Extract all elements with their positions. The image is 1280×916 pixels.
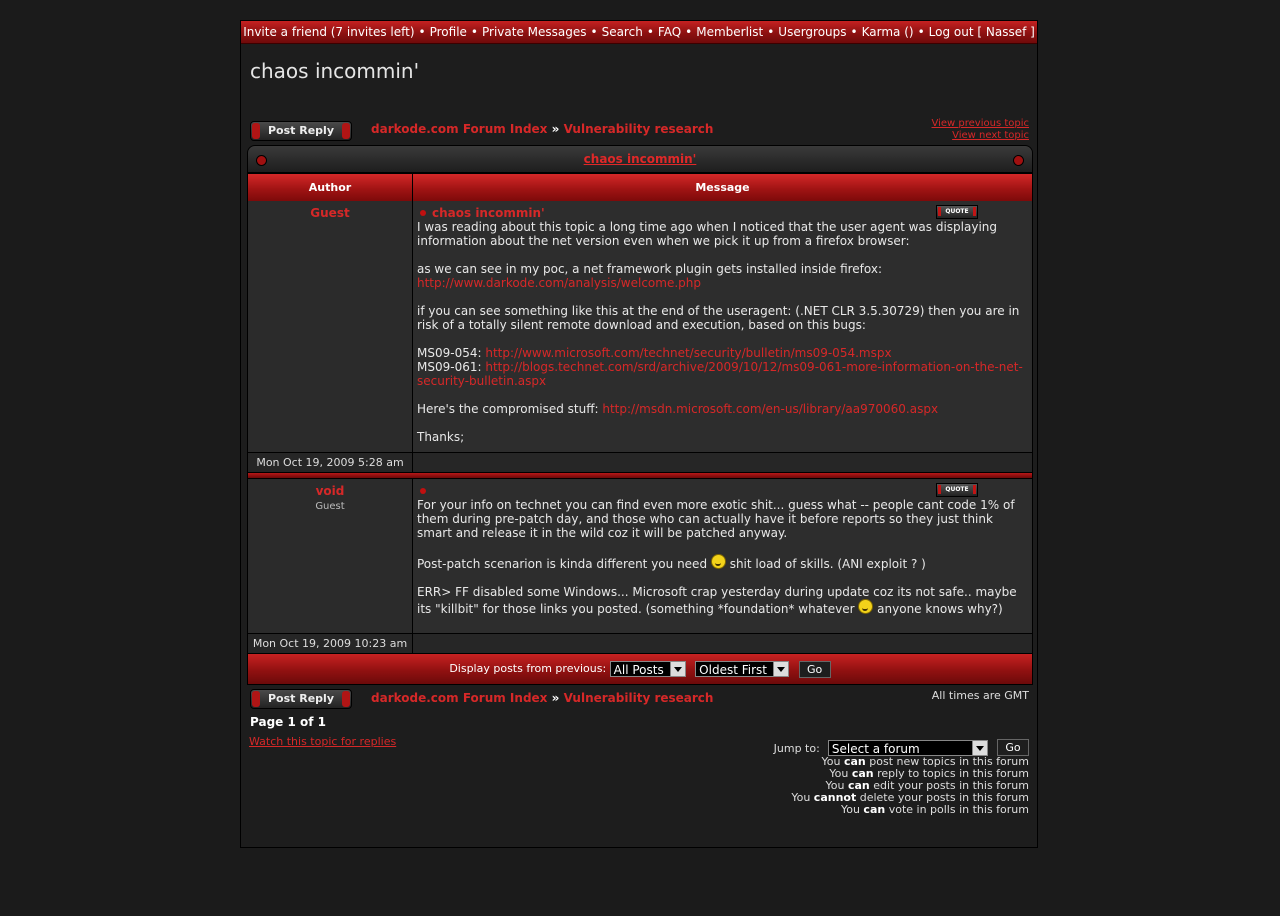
permission-text: edit your posts in this forum [869, 779, 1029, 792]
breadcrumb-bottom [371, 691, 713, 705]
nav-separator: • [646, 25, 654, 39]
jump-forum-value: Select a forum [831, 741, 920, 756]
posts-range-value: All Posts [613, 663, 664, 677]
post-text: Here's the compromised stuff: [417, 402, 603, 416]
nav-logout[interactable]: Log out [ Nassef ] [928, 25, 1035, 39]
post-message-cell [413, 479, 1032, 633]
post-separator [248, 472, 1032, 479]
jump-to-form [774, 737, 1029, 756]
post-date-spacer [413, 453, 1032, 472]
permission-verb: cannot [813, 791, 857, 804]
permission-text: You [840, 803, 864, 816]
topic-title-bar [247, 145, 1033, 173]
post-reply-button[interactable]: Post Reply [250, 121, 352, 141]
forum-page [240, 20, 1038, 848]
nav-separator: • [850, 25, 858, 39]
post-paragraph: For your info on technet you can find even more exotic shit... guess what -- people cant code 1% of them during pre-patch day, and those who can actually have it before reports so they just think smart and release it in the wild coz it will be patched anyway. [417, 498, 1015, 540]
jump-go-button[interactable]: Go [997, 739, 1029, 756]
smiley-happy-icon [858, 599, 873, 614]
breadcrumb-separator: » [551, 122, 560, 136]
view-next-topic-link[interactable]: View next topic [952, 130, 1029, 141]
nav-separator: • [418, 25, 426, 39]
post-date: Mon Oct 19, 2009 5:28 am [248, 453, 413, 472]
display-posts-bar [248, 653, 1032, 684]
post-text: shit load of skills. (ANI exploit ? ) [725, 557, 926, 571]
post-link[interactable]: http://msdn.microsoft.com/en-us/library/aa970060.aspx [602, 402, 939, 416]
post-bullet-icon [420, 488, 426, 494]
permission-verb: can [863, 803, 886, 816]
posts-range-select[interactable] [610, 661, 686, 677]
permissions-list [791, 756, 1029, 816]
chevron-down-icon [670, 662, 685, 676]
post-paragraph [417, 346, 1028, 388]
post-date-spacer [413, 634, 1032, 653]
topic-navigation [931, 118, 1029, 142]
quote-button[interactable]: QUOTE [936, 205, 978, 219]
watch-topic-link[interactable]: Watch this topic for replies [249, 735, 397, 748]
post-author-cell [248, 201, 413, 452]
breadcrumb-separator: » [551, 691, 560, 705]
nav-memberlist[interactable]: Memberlist [696, 25, 764, 39]
post-subject-text: chaos incommin' [432, 206, 545, 220]
page-title: chaos incommin' [250, 59, 420, 83]
post-link[interactable]: http://blogs.technet.com/srd/archive/2009/10/12/ms09-061-more-information-on-the-net-security-bulletin.aspx [417, 360, 1023, 388]
nav-invite-friend[interactable]: Invite a friend (7 invites left) [243, 25, 415, 39]
post-reply-button-bottom[interactable]: Post Reply [250, 689, 352, 709]
breadcrumb-forum-index[interactable]: darkode.com Forum Index [371, 122, 548, 136]
permission-text: reply to topics in this forum [873, 767, 1029, 780]
post-paragraph [417, 262, 1028, 290]
chevron-down-icon [972, 741, 987, 755]
post-paragraph [417, 402, 1028, 416]
permission-text: vote in polls in this forum [885, 803, 1029, 816]
post-text: MS09-061: [417, 360, 486, 374]
post-date-row [248, 633, 1032, 653]
permission-verb: can [843, 755, 866, 768]
post-row [248, 201, 1032, 452]
bar-left-dot-icon [256, 155, 267, 166]
post-message-cell [413, 201, 1032, 452]
post-date: Mon Oct 19, 2009 10:23 am [248, 634, 413, 653]
breadcrumb-forum-index[interactable]: darkode.com Forum Index [371, 691, 548, 705]
post-date-row [248, 452, 1032, 472]
post-body [417, 220, 1028, 444]
bar-right-dot-icon [1013, 155, 1024, 166]
topic-title-link[interactable]: chaos incommin' [583, 152, 697, 166]
breadcrumb-forum[interactable]: Vulnerability research [563, 691, 714, 705]
post-text: as we can see in my poc, a net framework plugin gets installed inside firefox: [417, 262, 883, 276]
permission-text: delete your posts in this forum [856, 791, 1029, 804]
post-paragraph [417, 585, 1028, 616]
smiley-grin-icon [711, 554, 726, 569]
author-column-header: Author [248, 174, 413, 201]
jump-forum-select[interactable] [828, 740, 988, 756]
breadcrumb-forum[interactable]: Vulnerability research [563, 122, 714, 136]
nav-private-messages[interactable]: Private Messages [482, 25, 587, 39]
permission-verb: can [851, 767, 874, 780]
jump-to-label: Jump to: [773, 742, 820, 755]
nav-separator: • [590, 25, 598, 39]
permission-line [791, 804, 1029, 816]
display-posts-label: Display posts from previous: [449, 662, 607, 675]
post-link[interactable]: http://www.microsoft.com/technet/security/bulletin/ms09-054.mspx [485, 346, 892, 360]
post-text: ERR> FF disabled some Windows... Microsoft crap yesterday during update coz its not safe.. maybe its "killbit" for those links you posted. (something *foundation* whatever [417, 585, 1017, 616]
post-bullet-icon [420, 210, 426, 216]
nav-separator: • [917, 25, 925, 39]
timezone-note: All times are GMT [931, 689, 1029, 702]
chevron-down-icon [773, 662, 788, 676]
post-paragraph: if you can see something like this at the end of the useragent: (.NET CLR 3.5.30729) then you are in risk of a totally silent remote download and execution, based on this bugs: [417, 304, 1020, 332]
nav-usergroups[interactable]: Usergroups [778, 25, 847, 39]
top-navigation [241, 21, 1037, 44]
display-go-button[interactable]: Go [799, 661, 831, 678]
permission-text: You [829, 767, 852, 780]
nav-search[interactable]: Search [601, 25, 643, 39]
post-link[interactable]: http://www.darkode.com/analysis/welcome.php [417, 276, 701, 290]
post-author-name: void [315, 484, 345, 498]
permission-text: You [825, 779, 848, 792]
post-author-cell [248, 479, 413, 633]
post-paragraph: I was reading about this topic a long time ago when I noticed that the user agent was displaying information about the net version even when we pick it up from a firefox browser: [417, 220, 998, 248]
post-body [417, 498, 1028, 616]
permission-verb: can [847, 779, 870, 792]
post-author-rank: Guest [315, 501, 345, 512]
posts-table [247, 173, 1033, 685]
table-header [248, 174, 1032, 201]
pagination-info: Page 1 of 1 [250, 715, 326, 729]
post-paragraph [417, 554, 1028, 571]
view-previous-topic-link[interactable]: View previous topic [931, 118, 1029, 129]
post-paragraph: Thanks; [417, 430, 465, 444]
permission-text: You [821, 755, 844, 768]
quote-button[interactable]: QUOTE [936, 483, 978, 497]
post-text: Post-patch scenarion is kinda different you need [417, 557, 711, 571]
post-text: anyone knows why?) [873, 602, 1003, 616]
nav-faq[interactable]: FAQ [657, 25, 682, 39]
permission-text: You [791, 791, 814, 804]
post-row [248, 479, 1032, 633]
nav-separator: • [767, 25, 775, 39]
nav-karma[interactable]: Karma () [861, 25, 914, 39]
post-author-name: Guest [310, 206, 350, 220]
nav-profile[interactable]: Profile [429, 25, 467, 39]
posts-order-value: Oldest First [699, 663, 767, 677]
message-column-header: Message [695, 181, 750, 194]
nav-separator: • [685, 25, 693, 39]
breadcrumb [371, 122, 713, 136]
post-text: MS09-054: [417, 346, 486, 360]
nav-separator: • [470, 25, 478, 39]
permission-text: post new topics in this forum [865, 755, 1029, 768]
posts-order-select[interactable] [695, 661, 789, 677]
